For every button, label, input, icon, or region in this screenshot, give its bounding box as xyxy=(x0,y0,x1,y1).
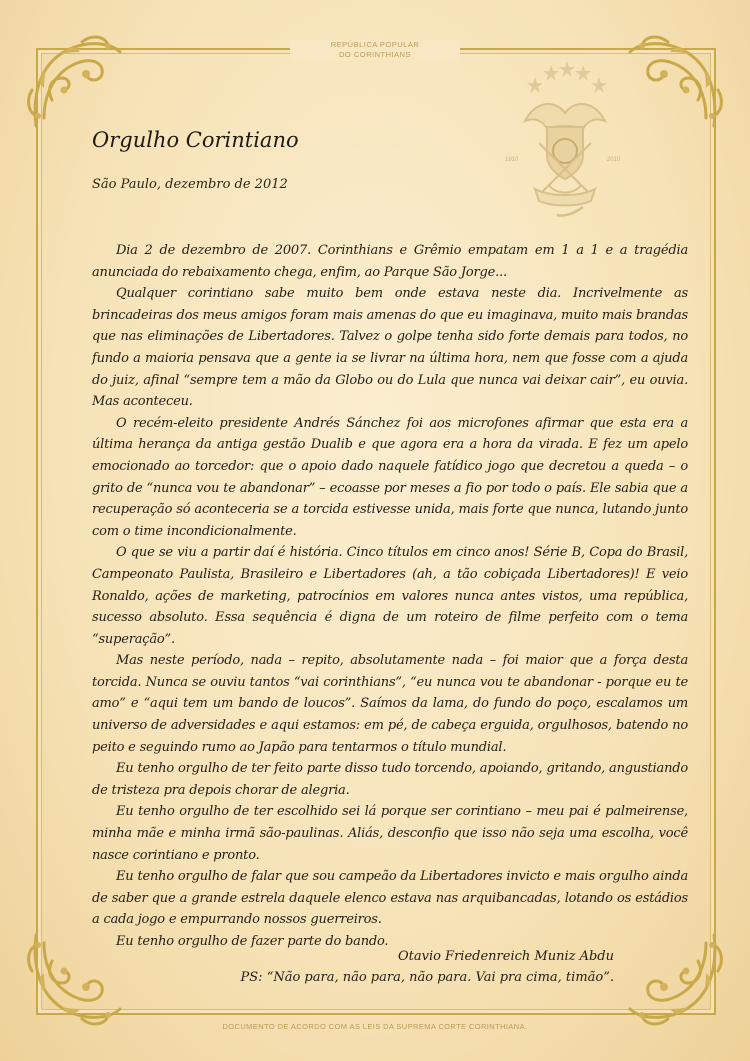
paragraph: O recém-eleito presidente Andrés Sánchez foi aos microfones afirmar que esta era a última herança da antiga gestão Dualib e que agora era a hora da virada. E fez um apelo emocionado ao torcedor: que o apoio dado naquele fatídico jogo que decretou a queda – o grito de “nunca vou te abandonar” – ecoasse por meses a fio por todo o país. Ele sabia que a recuperação só aconteceria se a torcida estivesse unida, mais forte que nunca, lutando junto com o time incondicionalmente. xyxy=(92,415,688,539)
dateline: São Paulo, dezembro de 2012 xyxy=(92,177,288,192)
header-line-1: REPÚBLICA POPULAR xyxy=(330,40,420,49)
crest-year-left: 1910 xyxy=(505,157,519,163)
paragraph: Eu tenho orgulho de ter escolhido sei lá porque ser corintiano – meu pai é palmeirense, minha mãe e minha irmã são-paulinas. Aliás, desconfio que isso não seja uma escolha, você nasce corintiano e pronto. xyxy=(92,804,688,863)
paragraph: Eu tenho orgulho de fazer parte do bando. xyxy=(116,934,389,949)
ornament-corner-top-left xyxy=(22,30,132,140)
paragraph: O que se viu a partir daí é história. Cinco títulos em cinco anos! Série B, Copa do Brasil, Campeonato Paulista, Brasileiro e Libertadores (ah, a tão cobiçada Libertadores)! E veio Ronaldo, ações de marketing, patrocínios em valores nunca antes vistos, uma república, sucesso absoluto. Essa sequência é digna de um roteiro de filme perfeito com o tema “superação”. xyxy=(92,545,688,647)
page-title: Orgulho Corintiano xyxy=(92,128,299,152)
star-icon xyxy=(527,61,607,93)
signature-name: Otavio Friedenreich Muniz Abdu xyxy=(397,949,614,964)
paragraph: Qualquer corintiano sabe muito bem onde estava neste dia. Incrivelmente as brincadeiras dos meus amigos foram mais amenas do que eu imaginava, muito mais brandas que nas eliminações de Libertadores. Talvez o golpe tenha sido forte demais para todos, no fundo a maioria pensava que a gente ia se livrar na última hora, nem que fosse com a ajuda do juiz, afinal “sempre tem a mão da Globo ou do Lula que nunca vai deixar cair”, eu ouvia. Mas aconteceu. xyxy=(92,286,688,410)
letter-body xyxy=(92,240,688,953)
paragraph: Eu tenho orgulho de falar que sou campeão da Libertadores invicto e mais orgulho ainda de saber que a grande estrela daquele elenco estava nas arquibancadas, lotando os estádios a cada jogo e empurrando nossos guerreiros. xyxy=(92,869,688,928)
header-republica xyxy=(290,40,460,60)
paragraph: Mas neste período, nada – repito, absolutamente nada – foi maior que a força desta torcida. Nunca se ouviu tantos “vai corinthians”, “eu nunca vou te abandonar - porque eu te amo” e “aqui tem um bando de loucos”. Saímos da lama, do fundo do poço, escalamos um universo de adversidades e aqui estamos: em pé, de cabeça erguida, orgulhosos, batendo no peito e seguindo rumo ao Japão para tentarmos o título mundial. xyxy=(92,653,688,755)
header-line-2: DO CORINTHIANS xyxy=(338,50,411,59)
paragraph: Dia 2 de dezembro de 2007. Corinthians e Grêmio empatam em 1 a 1 e a tragédia anunciada do rebaixamento chega, enfim, ao Parque São Jorge... xyxy=(92,243,688,280)
footer-legal-text: DOCUMENTO DE ACORDO COM AS LEIS DA SUPREMA CORTE CORINTHIANA. xyxy=(222,1022,528,1031)
signature-block xyxy=(241,946,614,988)
postscript: PS: “Não para, não para, não para. Vai pra cima, timão”. xyxy=(240,970,614,985)
paragraph: Eu tenho orgulho de ter feito parte disso tudo torcendo, apoiando, gritando, angustiando de tristeza pra depois chorar de alegria. xyxy=(92,761,688,798)
corinthians-crest xyxy=(495,55,635,225)
crest-year-right: 2010 xyxy=(607,157,621,163)
